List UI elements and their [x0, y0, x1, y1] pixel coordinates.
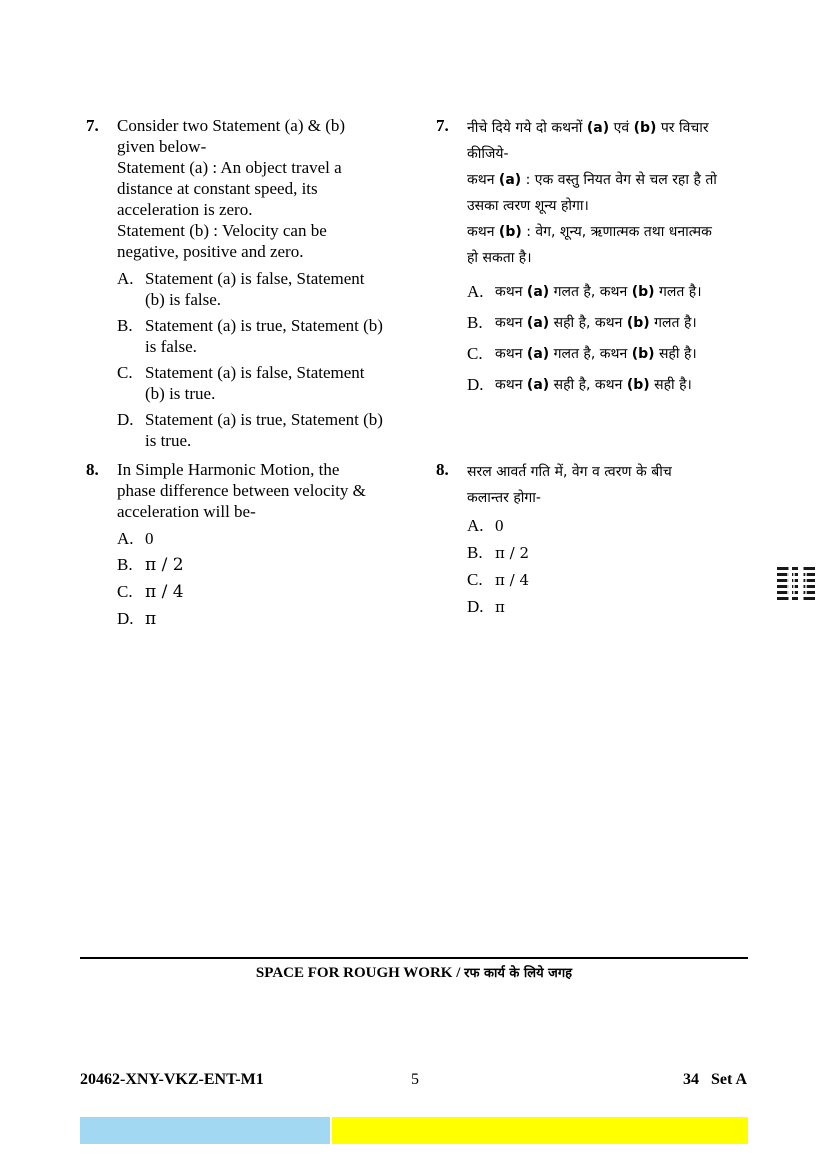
set-label: 34 Set A: [683, 1071, 747, 1088]
question-text: In Simple Harmonic Motion, the phase difference between velocity & acceleration will be-: [117, 460, 366, 521]
english-column: [86, 115, 406, 635]
rough-work-label: SPACE FOR ROUGH WORK / रफ कार्य के लिये जगह: [255, 965, 573, 981]
hindi-column: [436, 115, 756, 616]
options-list: [467, 281, 756, 396]
option-a: A. 0: [467, 516, 504, 535]
question-number: 7.: [436, 116, 449, 135]
paper-code: 20462-XNY-VKZ-ENT-M1: [80, 1071, 264, 1088]
question-8-hi: [436, 459, 787, 623]
question-number: 7.: [86, 116, 99, 135]
option-d: D. कथन (a) सही है, कथन (b) सही है।: [467, 375, 692, 394]
question-7-en: [86, 115, 406, 451]
footer-bar-yellow: [332, 1117, 748, 1144]
option-b: B. π / 2: [467, 543, 529, 562]
option-d: D. π: [467, 597, 505, 616]
option-c: C. π / 4: [117, 582, 184, 602]
footer-bar-blue: [80, 1117, 330, 1144]
question-text: सरल आवर्त गति में, वेग व त्वरण के बीच कलान्तर होगा-: [467, 464, 672, 506]
question-number: 8.: [86, 460, 99, 479]
option-b: B. π / 2: [117, 555, 184, 575]
option-a: A. Statement (a) is false, Statement (b) is false.: [117, 269, 365, 309]
option-c: C. π / 4: [467, 570, 529, 589]
option-b: B. कथन (a) सही है, कथन (b) गलत है।: [467, 313, 697, 332]
option-b: B. Statement (a) is true, Statement (b) is false.: [117, 316, 383, 356]
options-list: [467, 515, 787, 619]
question-7-hi: [436, 115, 756, 396]
option-d: D. π: [117, 609, 157, 629]
question-8-en: [86, 459, 406, 630]
options-list: [117, 528, 406, 630]
option-a: A. कथन (a) गलत है, कथन (b) गलत है।: [467, 282, 702, 301]
question-text: Consider two Statement (a) & (b) given below- Statement (a) : An object travel a distance at constant speed, its acceleration is zero. Statement (b) : Velocity can be negative, positive and zero.: [117, 116, 346, 261]
qr-code-icon: [777, 565, 815, 603]
options-list: [117, 268, 406, 451]
option-c: C. Statement (a) is false, Statement (b) is true.: [117, 363, 365, 403]
question-text: नीचे दिये गये दो कथनों (a) एवं (b) पर विचार कीजिये- कथन (a) : एक वस्तु नियत वेग से चल रहा है तो उसका त्वरण शून्य होगा। कथन (b) : वेग, शून्य, ऋणात्मक तथा धनात्मक हो सकता है।: [467, 120, 717, 266]
divider: [80, 957, 748, 959]
question-number: 8.: [436, 460, 449, 479]
option-c: C. कथन (a) गलत है, कथन (b) सही है।: [467, 344, 697, 363]
option-d: D. Statement (a) is true, Statement (b) is true.: [117, 410, 383, 450]
page-number: 5: [411, 1071, 419, 1088]
option-a: A. 0: [117, 529, 154, 548]
